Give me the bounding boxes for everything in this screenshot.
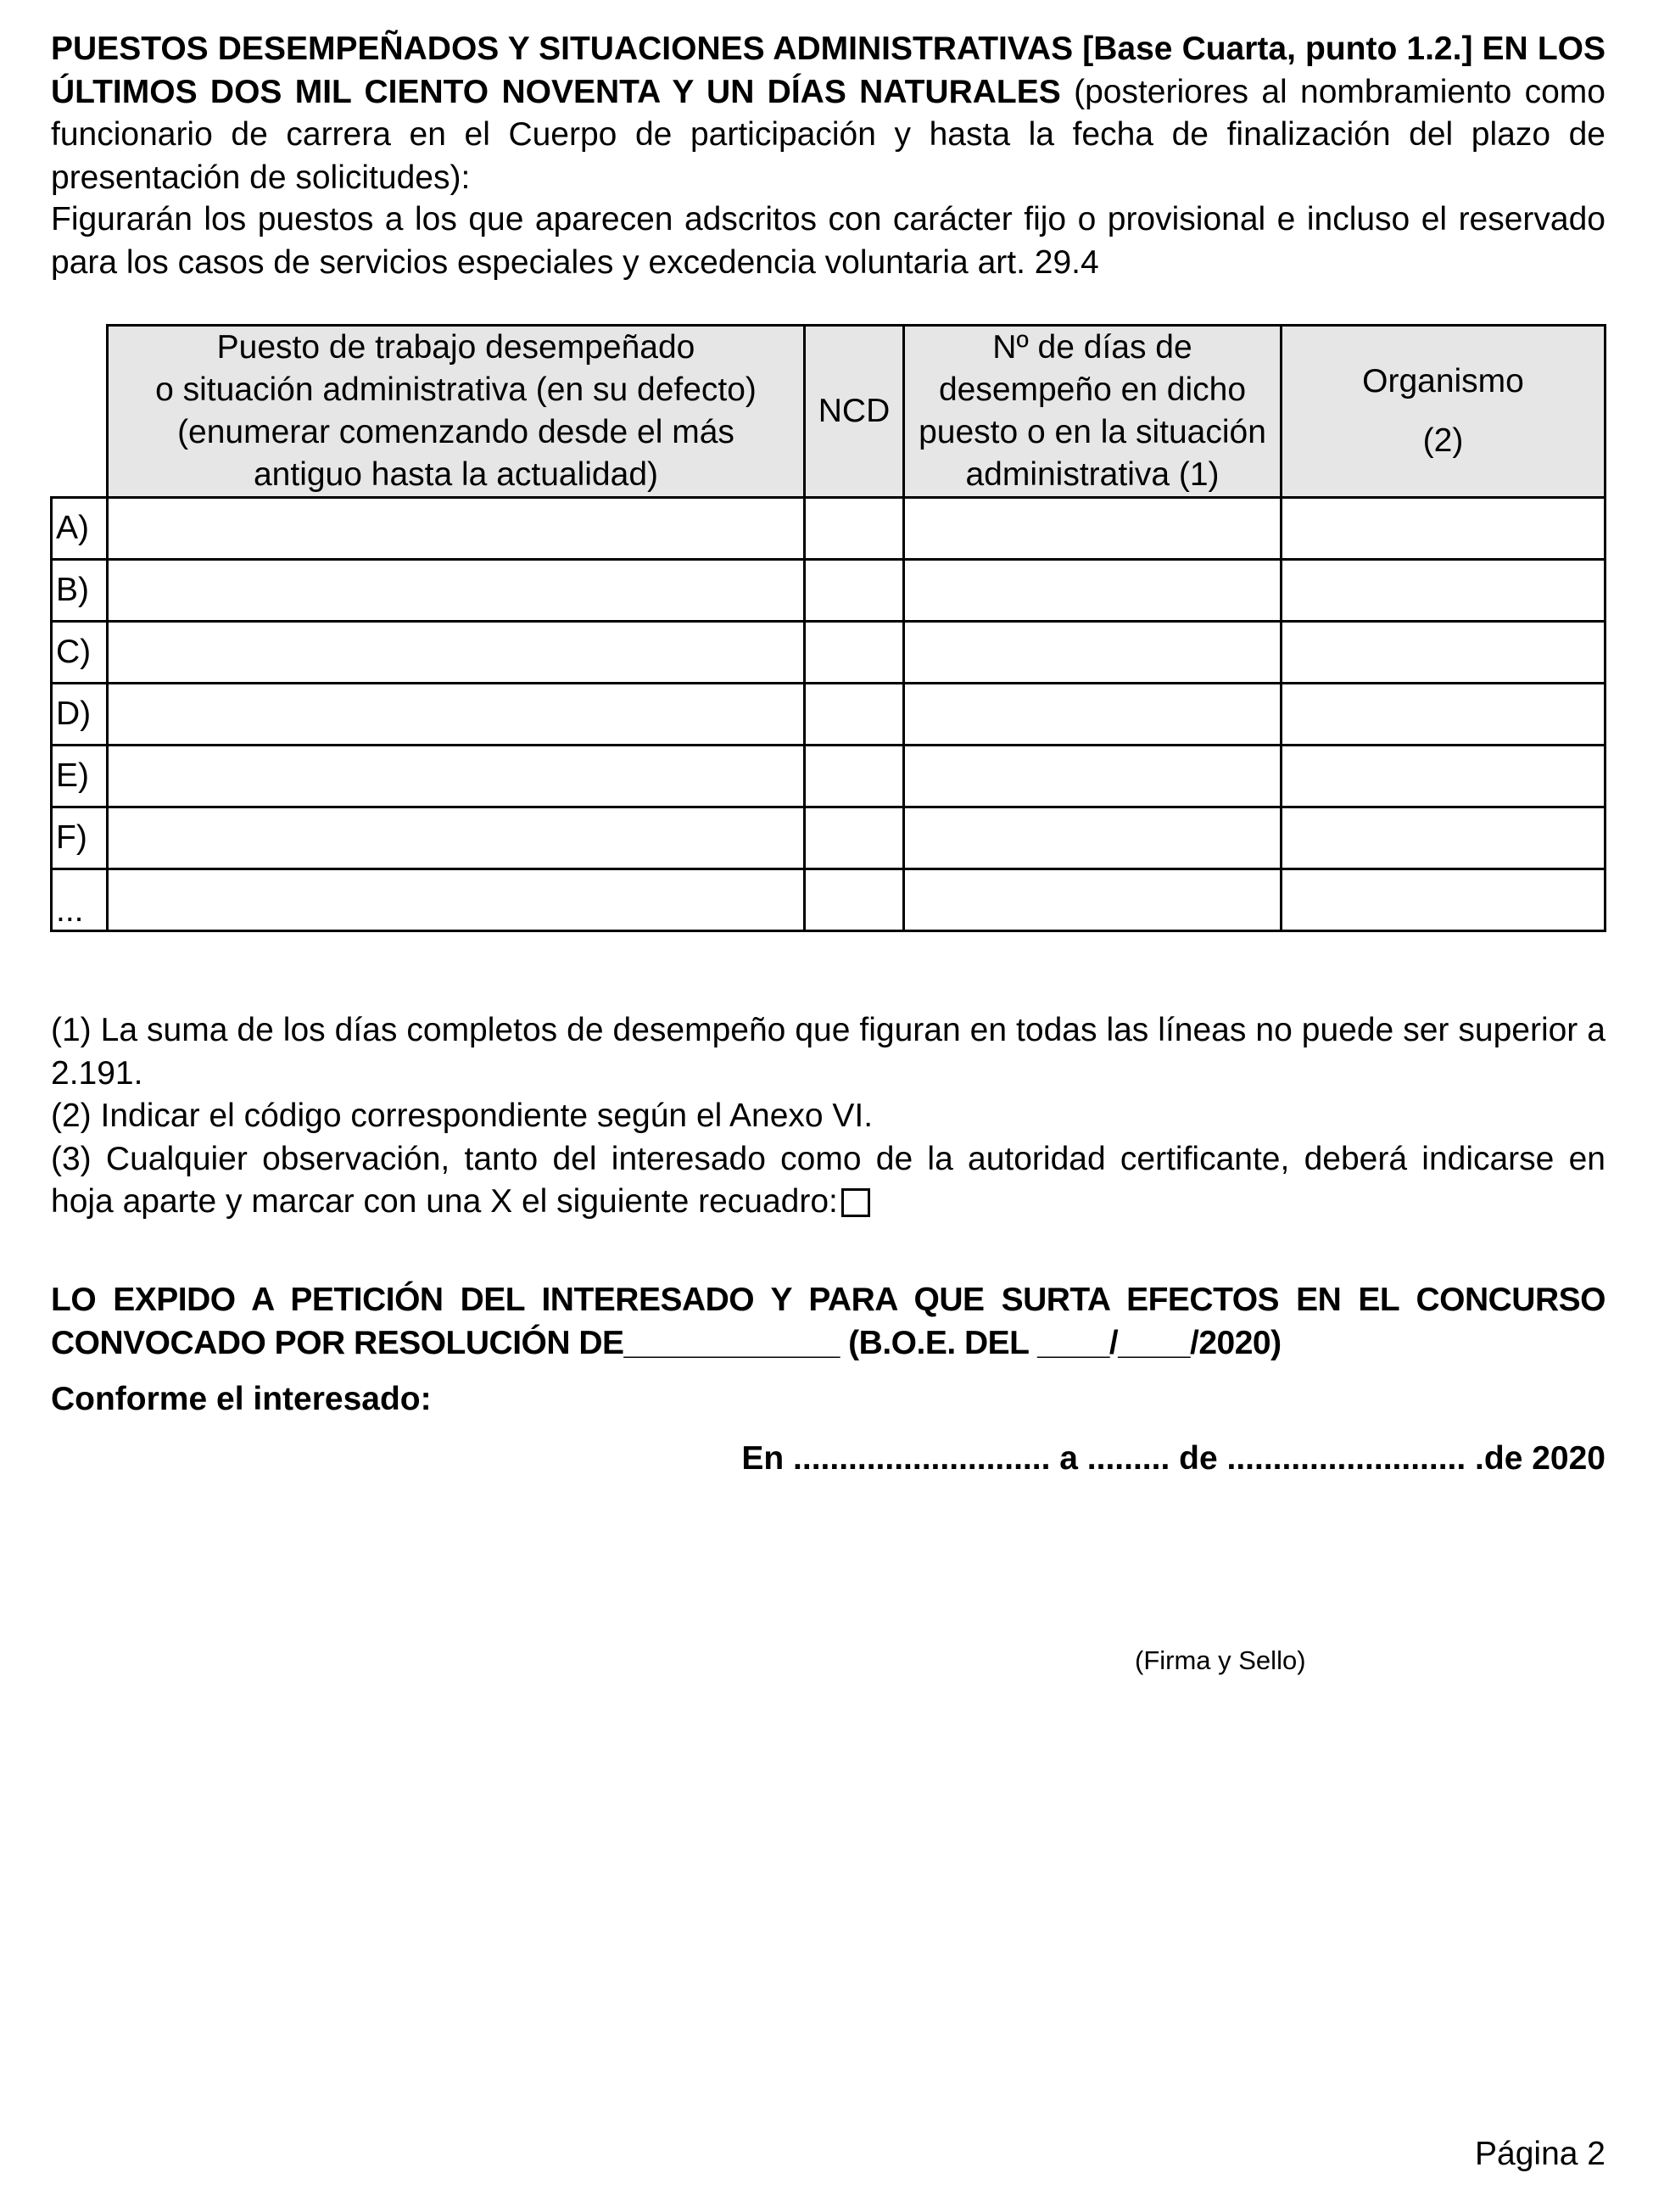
header-dias: Nº de días de desempeño en dicho puesto o en la situación administrativa (1) [904, 326, 1282, 498]
table-row [52, 498, 1606, 560]
intro-paragraph [51, 28, 1606, 199]
cell-organismo[interactable] [1282, 869, 1606, 931]
row-label: E) [52, 746, 108, 807]
figuran-paragraph: Figurarán los puestos a los que aparecen adscritos con carácter fijo o provisional e incluso el reservado para los casos de servicios especiales y excedencia voluntaria art. 29.4 [51, 201, 1606, 281]
row-label: F) [52, 807, 108, 869]
row-label: C) [52, 622, 108, 684]
header-organismo: Organismo (2) [1282, 326, 1606, 498]
cell-dias[interactable] [904, 807, 1282, 869]
note-2: (2) Indicar el código correspondiente según el Anexo VI. [51, 1098, 874, 1134]
cell-dias[interactable] [904, 560, 1282, 622]
row-label: ... [52, 869, 108, 931]
observation-checkbox[interactable] [841, 1188, 870, 1217]
place-date-line: En ............................ a ......... de .......................... .de 2020 [741, 1440, 1606, 1477]
header-corner [52, 326, 108, 498]
cell-organismo[interactable] [1282, 746, 1606, 807]
row-label: D) [52, 684, 108, 746]
cell-dias[interactable] [904, 622, 1282, 684]
cell-puesto[interactable] [108, 684, 805, 746]
intro-heading: PUESTOS DESEMPEÑADOS Y SITUACIONES ADMINISTRATIVAS [Base Cuarta, punto 1.2.] EN LOS ÚLTIMOS DOS MIL CIENTO NOVENTA Y UN DÍAS NATURALES [51, 31, 1606, 110]
table-row [52, 684, 1606, 746]
cell-ncd[interactable] [805, 746, 904, 807]
cell-puesto[interactable] [108, 869, 805, 931]
positions-table [50, 324, 1606, 932]
cell-dias[interactable] [904, 746, 1282, 807]
row-label: A) [52, 498, 108, 560]
footnotes [51, 1009, 1606, 1224]
table-header-row [52, 326, 1606, 498]
table-row [52, 869, 1606, 931]
cell-organismo[interactable] [1282, 622, 1606, 684]
signature-label: (Firma y Sello) [1135, 1645, 1306, 1675]
cell-organismo[interactable] [1282, 684, 1606, 746]
note-3: (3) Cualquier observación, tanto del interesado como de la autoridad certificante, deberá indicarse en hoja aparte y marcar con una X el siguiente recuadro: [51, 1140, 1606, 1220]
note-1: (1) La suma de los días completos de desempeño que figuran en todas las líneas no puede ser superior a 2.191. [51, 1012, 1606, 1092]
row-label: B) [52, 560, 108, 622]
cell-ncd[interactable] [805, 807, 904, 869]
cell-dias[interactable] [904, 684, 1282, 746]
cell-puesto[interactable] [108, 498, 805, 560]
cell-organismo[interactable] [1282, 560, 1606, 622]
table-row [52, 622, 1606, 684]
cell-ncd[interactable] [805, 684, 904, 746]
table-row [52, 746, 1606, 807]
cell-ncd[interactable] [805, 560, 904, 622]
cell-ncd[interactable] [805, 498, 904, 560]
cell-dias[interactable] [904, 498, 1282, 560]
cell-organismo[interactable] [1282, 498, 1606, 560]
table-row [52, 807, 1606, 869]
header-puesto: Puesto de trabajo desempeñado o situación administrativa (en su defecto) (enumerar comenzando desde el más antiguo hasta la actualidad) [108, 326, 805, 498]
cell-organismo[interactable] [1282, 807, 1606, 869]
cell-ncd[interactable] [805, 622, 904, 684]
cell-puesto[interactable] [108, 622, 805, 684]
page-number: Página 2 [1475, 2136, 1606, 2172]
cell-dias[interactable] [904, 869, 1282, 931]
cell-puesto[interactable] [108, 746, 805, 807]
expido-statement: LO EXPIDO A PETICIÓN DEL INTERESADO Y PARA QUE SURTA EFECTOS EN EL CONCURSO CONVOCADO POR RESOLUCIÓN DE____________ (B.O.E. DEL ____/____/2020) [51, 1282, 1606, 1361]
table-row [52, 560, 1606, 622]
intro-text: (posteriores al nombramiento como funcionario de carrera en el Cuerpo de participación y hasta la fecha de finalización del plazo de presentación de solicitudes): [51, 73, 1606, 196]
cell-puesto[interactable] [108, 560, 805, 622]
conforme-label: Conforme el interesado: [51, 1381, 432, 1417]
cell-ncd[interactable] [805, 869, 904, 931]
header-ncd: NCD [805, 326, 904, 498]
cell-puesto[interactable] [108, 807, 805, 869]
